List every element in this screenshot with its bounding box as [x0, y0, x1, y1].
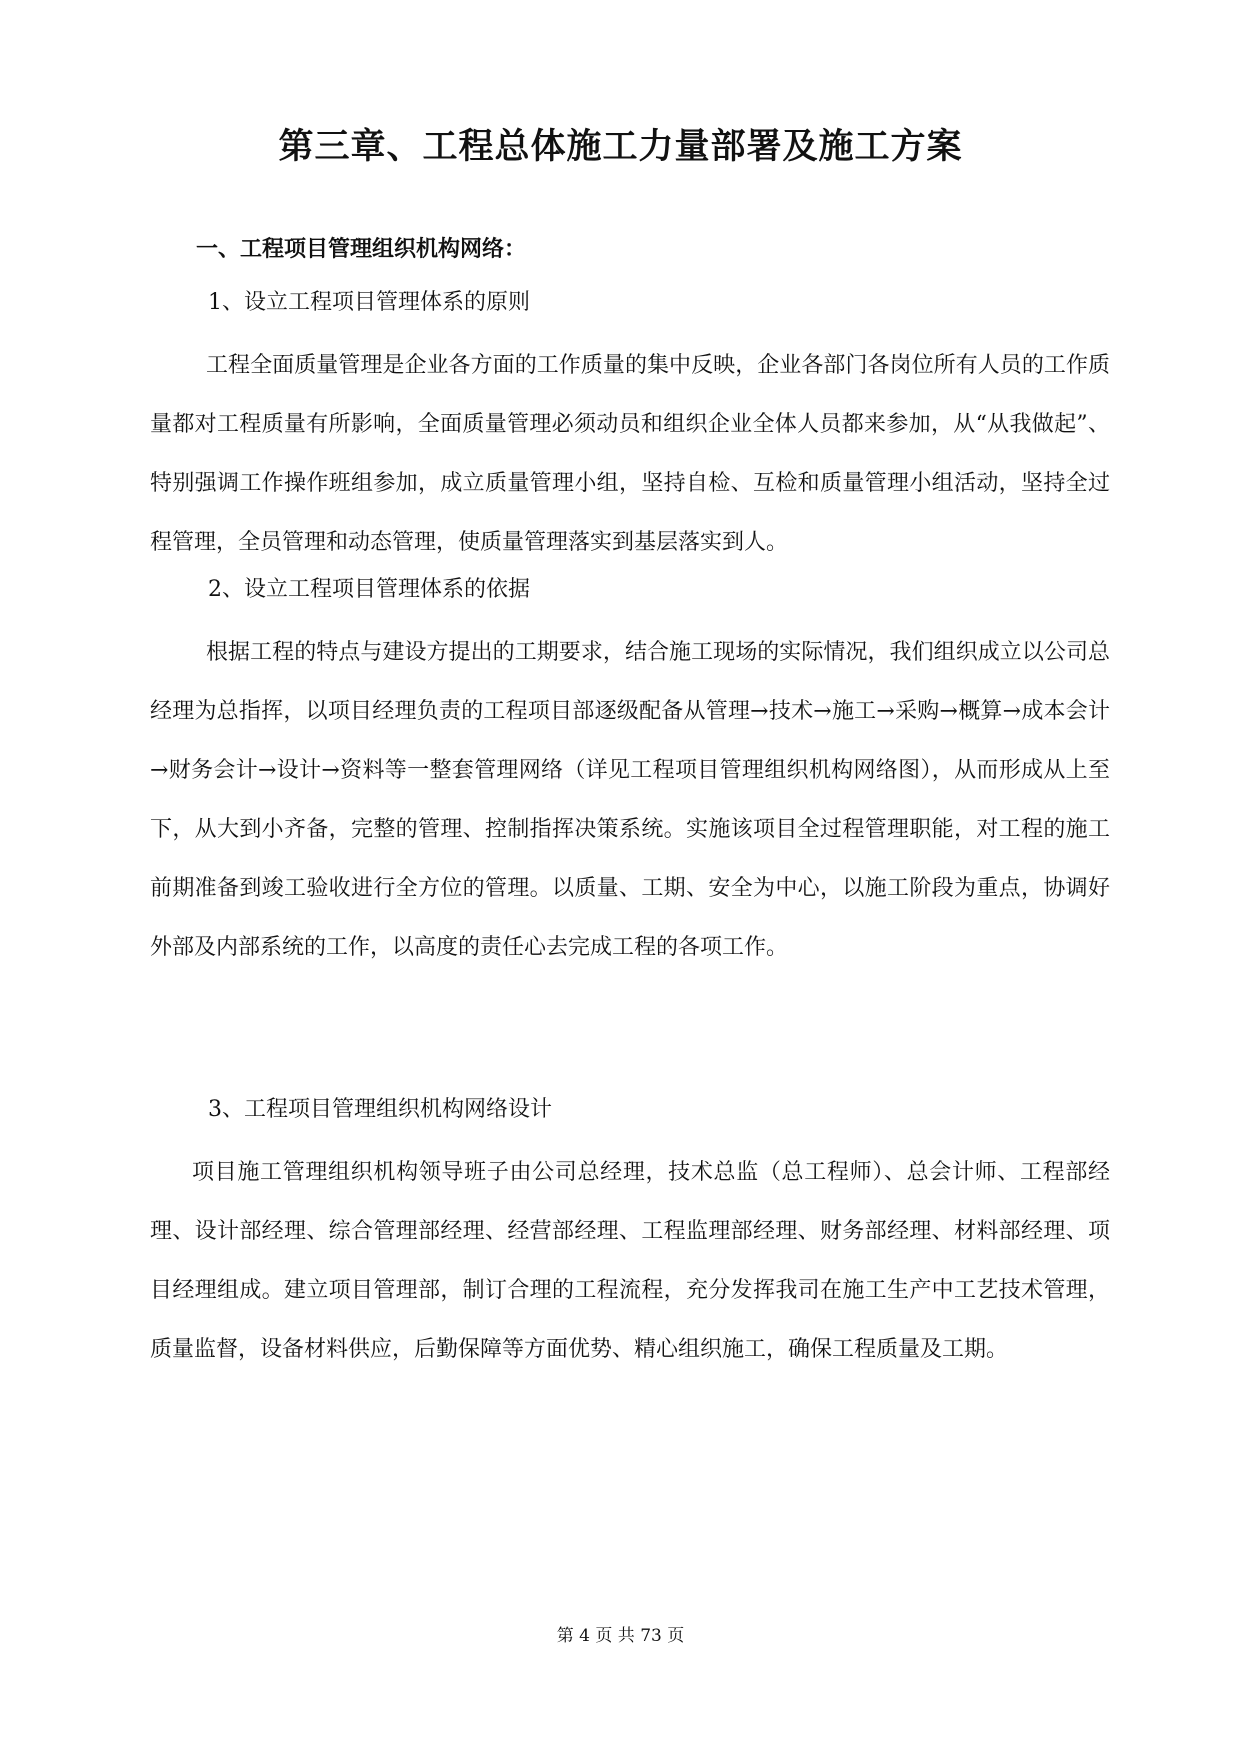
- subsection-heading-1: 1、设立工程项目管理体系的原则: [208, 290, 530, 315]
- page-footer: 第 4 页 共 73 页: [556, 1626, 685, 1646]
- section-heading: 一、工程项目管理组织机构网络：: [196, 237, 527, 262]
- subsection-heading-2: 2、设立工程项目管理体系的依据: [208, 577, 530, 602]
- paragraph-3: 项目施工管理组织机构领导班子由公司总经理，技术总监（总工程师）、总会计师、工程部经理、设计部经理、综合管理部经理、经营部经理、工程监理部经理、财务部经理、材料部经理、项目经理组成。建立项目管理部，制订合理的工程流程，充分发挥我司在施工生产中工艺技术管理，质量监督，设备材料供应，后勤保障等方面优势、精心组织施工，确保工程质量及工期。: [150, 1160, 1110, 1362]
- chapter-title: 第三章、工程总体施工力量部署及施工方案: [278, 127, 963, 167]
- subsection-heading-3: 3、工程项目管理组织机构网络设计: [208, 1097, 552, 1122]
- paragraph-2: 根据工程的特点与建设方提出的工期要求，结合施工现场的实际情况，我们组织成立以公司总经理为总指挥，以项目经理负责的工程项目部逐级配备从管理→技术→施工→采购→概算→成本会计→财务会计→设计→资料等一整套管理网络（详见工程项目管理组织机构网络图），从而形成从上至下，从大到小齐备，完整的管理、控制指挥决策系统。实施该项目全过程管理职能，对工程的施工前期准备到竣工验收进行全方位的管理。以质量、工期、安全为中心，以施工阶段为重点，协调好外部及内部系统的工作，以高度的责任心去完成工程的各项工作。: [150, 640, 1110, 960]
- paragraph-1: 工程全面质量管理是企业各方面的工作质量的集中反映，企业各部门各岗位所有人员的工作质量都对工程质量有所影响，全面质量管理必须动员和组织企业全体人员都来参加，从“从我做起”、特别强调工作操作班组参加，成立质量管理小组，坚持自检、互检和质量管理小组活动，坚持全过程管理，全员管理和动态管理，使质量管理落实到基层落实到人。: [150, 353, 1110, 555]
